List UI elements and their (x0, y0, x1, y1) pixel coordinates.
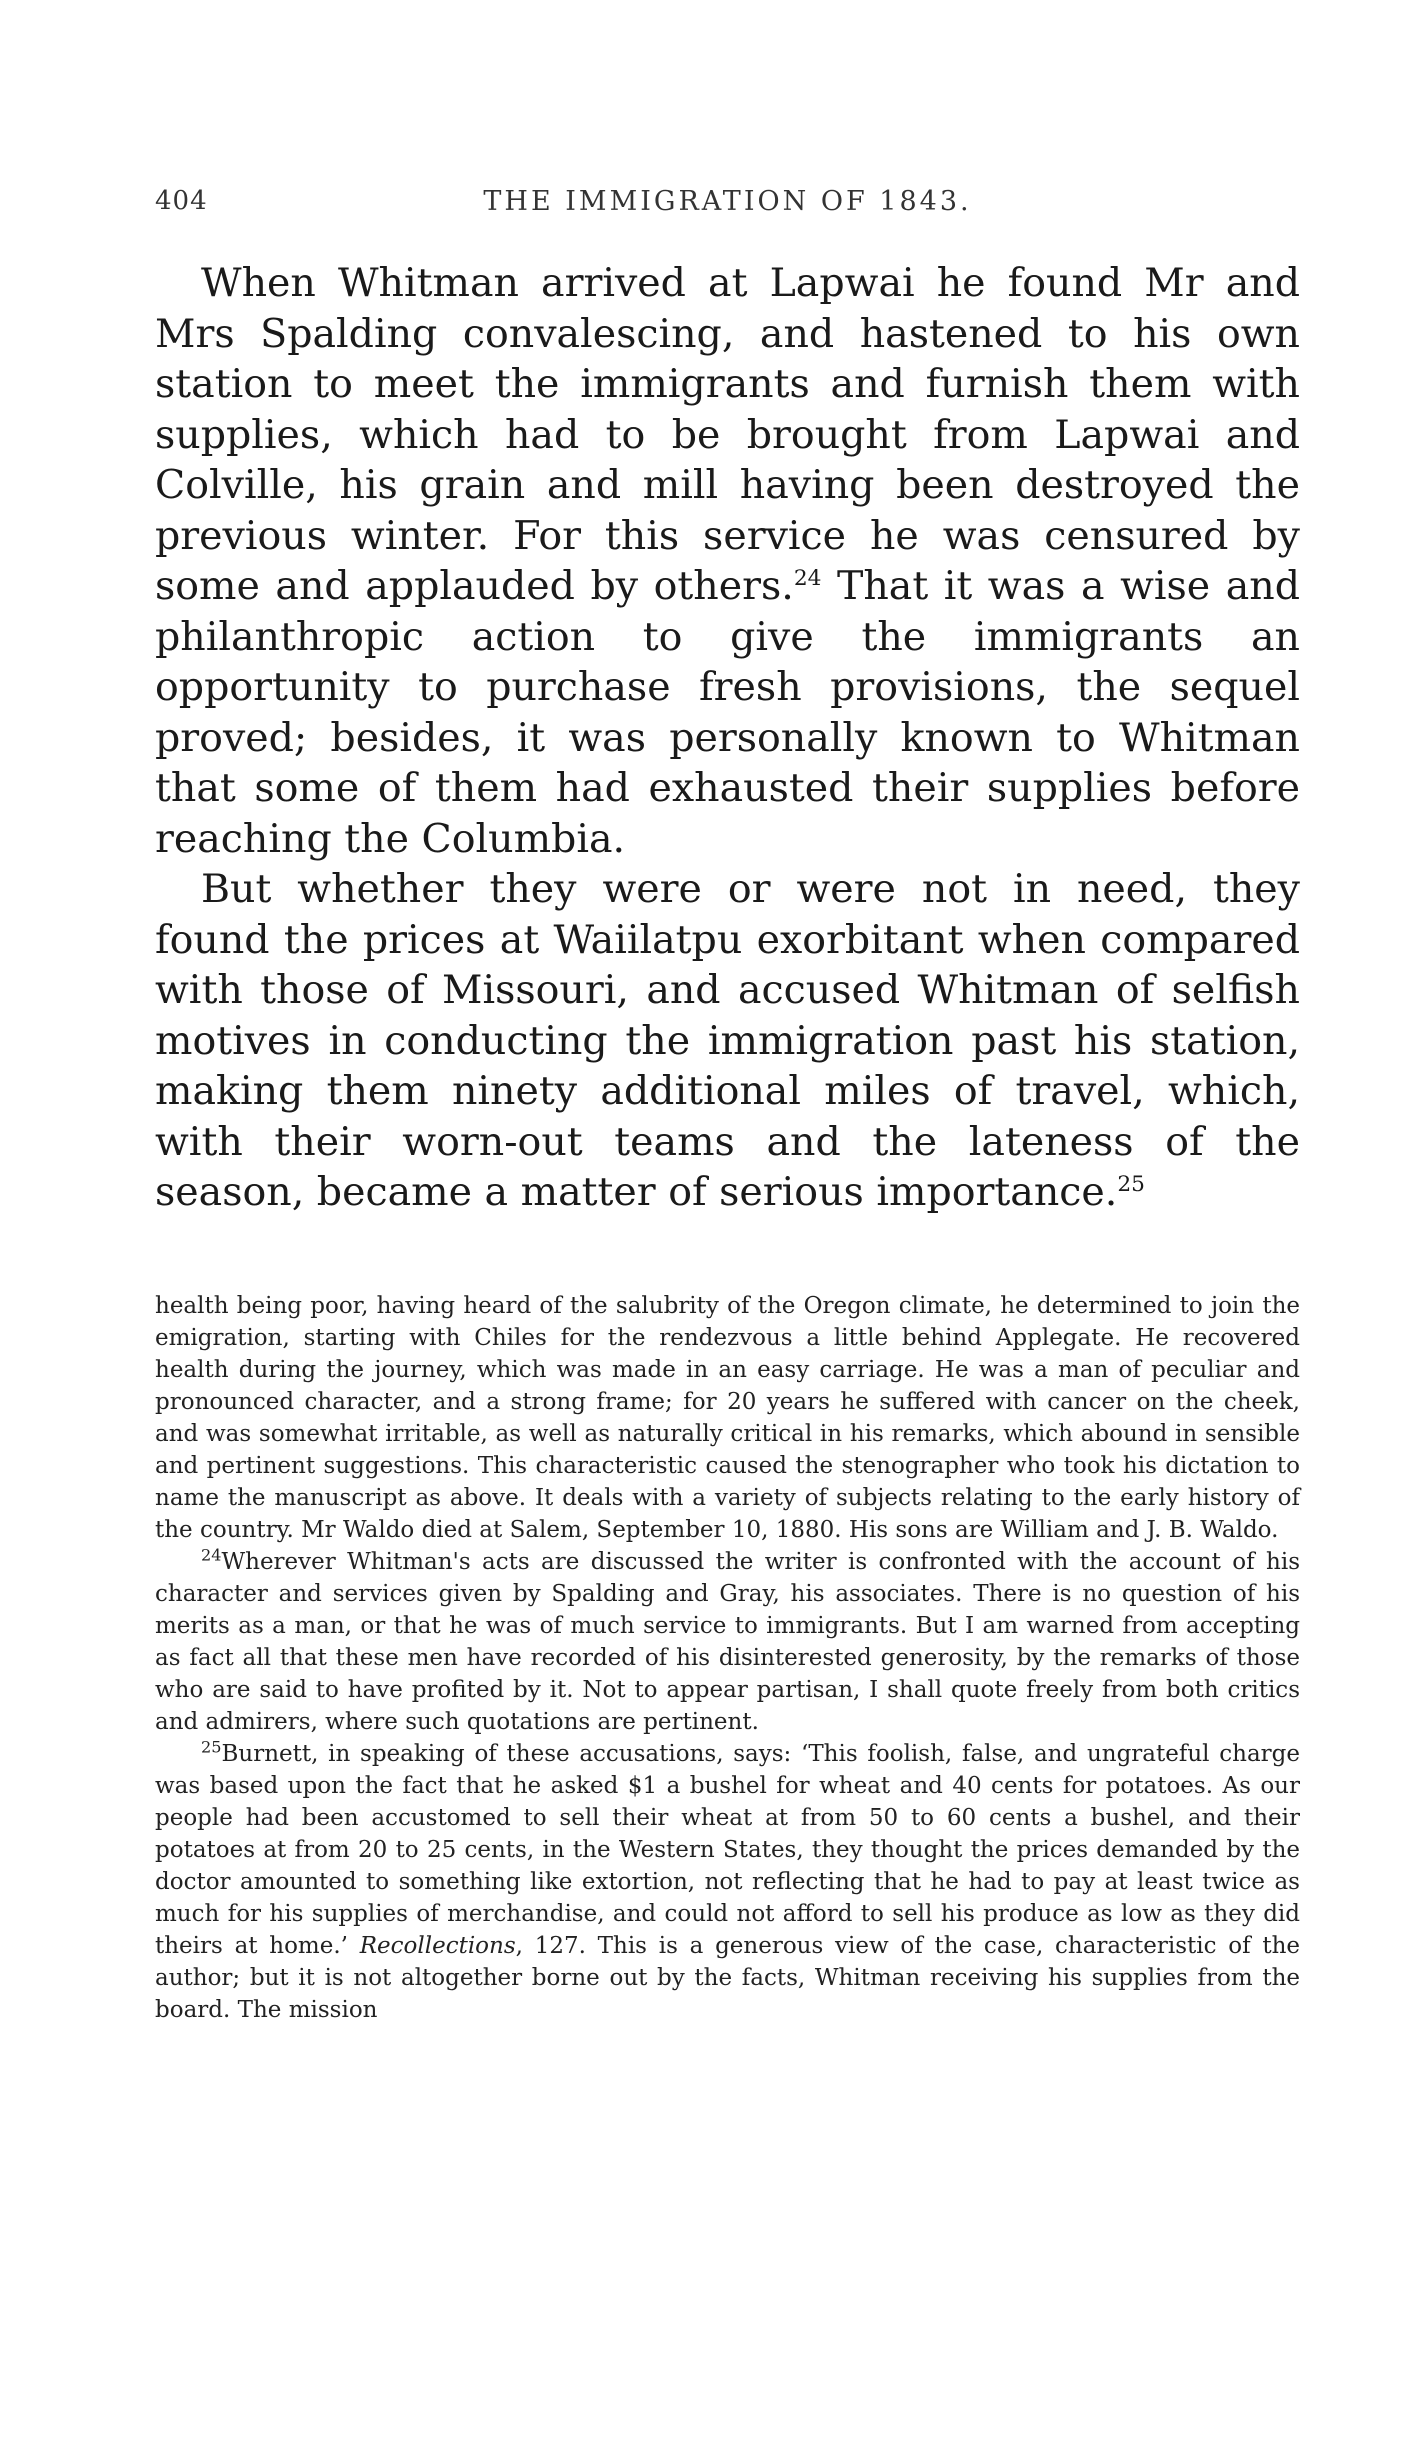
paragraph-2-text: But whether they were or were not in need, they found the prices at Waiilatpu exorbitant when compared with those of Missouri, and accused Whitman of selfish motives in conducting the immigration past his station, making them ninety additional miles of travel, which, with their worn-out teams and the lateness of the season, became a matter of serious importance. (155, 866, 1300, 1215)
running-title: THE IMMIGRATION OF 1843. (483, 186, 972, 217)
footnote-ref-25: 25 (1117, 1171, 1145, 1197)
footnote-25 (155, 1738, 1300, 2026)
page-number: 404 (155, 186, 208, 216)
footnote-25-text-a: Burnett, in speaking of these accusations, says: ‘This foolish, false, and ungrateful charge was based upon the fact that he asked $1 a bushel for wheat and 40 cents for potatoes. As our people had been accustomed to sell their wheat at from 50 to 60 cents a bushel, and their potatoes at from 20 to 25 cents, in the Western States, they thought the prices demanded by the doctor amounted to something like extortion, not reflecting that he had to pay at least twice as much for his supplies of merchandise, and could not afford to sell his produce as low as they did theirs at home.’ (155, 1741, 1300, 1959)
footnote-24-mark: 24 (201, 1545, 222, 1565)
paragraph-1 (155, 258, 1300, 864)
footnote-25-mark: 25 (201, 1737, 222, 1757)
main-text (155, 258, 1300, 1218)
footnote-24 (155, 1546, 1300, 1738)
paragraph-1-text-b: That it was a wise and philanthropic action to give the immigrants an opportunity to purchase fresh provisions, the sequel proved; besides, it was personally known to Whitman that some of them had exhausted their supplies before reaching the Columbia. (155, 563, 1300, 862)
footnote-25-book-title: Recollections (359, 1933, 516, 1959)
paragraph-2 (155, 864, 1300, 1218)
running-head (155, 186, 1300, 226)
page (155, 0, 1300, 2444)
footnotes (155, 1290, 1300, 2026)
footnote-24-text: Wherever Whitman's acts are discussed the writer is confronted with the account of his character and services given by Spalding and Gray, his associates. There is no question of his merits as a man, or that he was of much service to immigrants. But I am warned from accepting as fact all that these men have recorded of his disinterested generosity, by the remarks of those who are said to have profited by it. Not to appear partisan, I shall quote freely from both critics and admirers, where such quotations are pertinent. (155, 1549, 1300, 1735)
paragraph-1-text-a: When Whitman arrived at Lapwai he found Mr and Mrs Spalding convalescing, and hastened to his own station to meet the immigrants and furnish them with supplies, which had to be brought from Lapwai and Colville, his grain and mill having been destroyed the previous winter. For this service he was censured by some and applauded by others. (155, 260, 1300, 609)
footnote-ref-24: 24 (793, 565, 822, 591)
footnote-25-text-b: , 127. This is a generous view of the case, characteristic of the author; but it is not altogether borne out by the facts, Whitman receiving his supplies from the board. The mission (155, 1933, 1300, 2023)
footnote-continued: health being poor, having heard of the salubrity of the Oregon climate, he determined to join the emigration, starting with Chiles for the rendezvous a little behind Applegate. He recovered health during the journey, which was made in an easy carriage. He was a man of peculiar and pronounced character, and a strong frame; for 20 years he suffered with cancer on the cheek, and was somewhat irritable, as well as naturally critical in his remarks, which abound in sensible and pertinent suggestions. This characteristic caused the stenographer who took his dictation to name the manuscript as above. It deals with a variety of subjects relating to the early history of the country. Mr Waldo died at Salem, September 10, 1880. His sons are William and J. B. Waldo. (155, 1293, 1300, 1543)
